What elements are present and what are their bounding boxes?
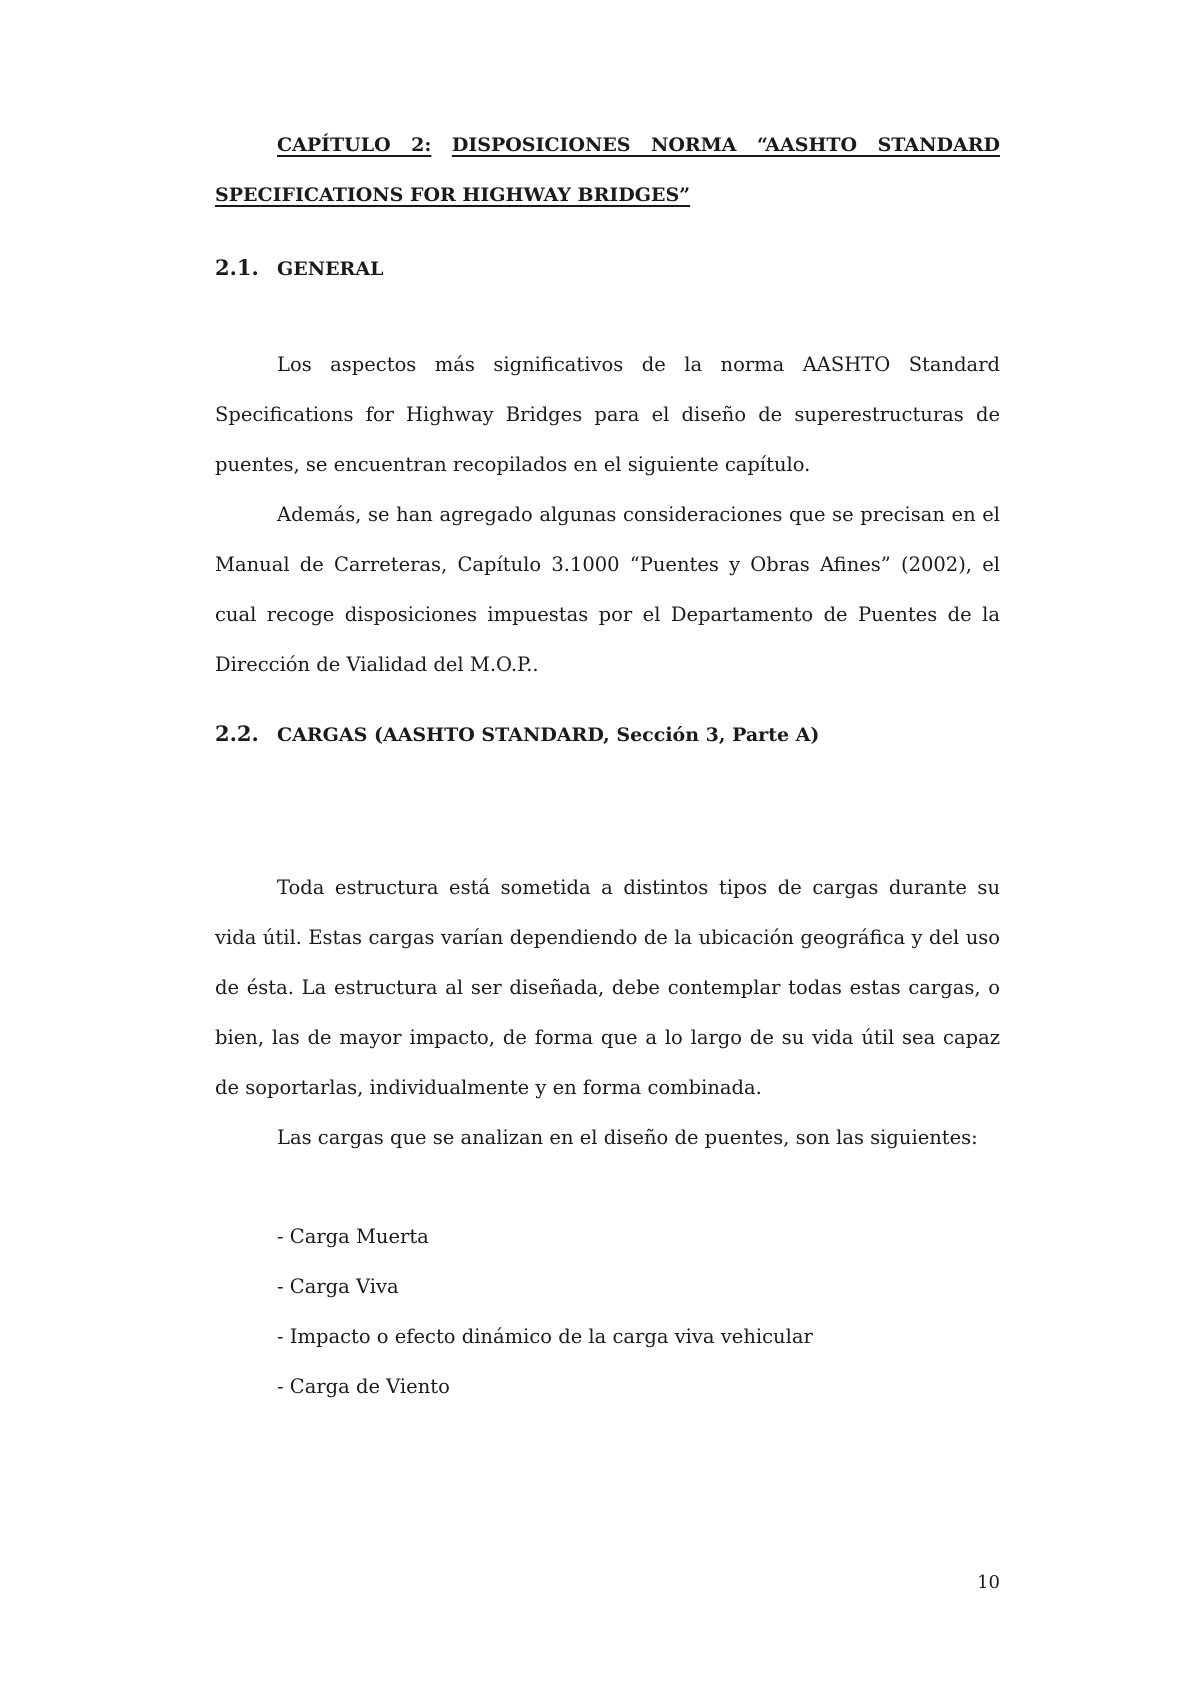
section-number: 2.1. [215,255,259,280]
list-item: - Carga de Viento [277,1375,450,1398]
chapter-title-line-1 [215,120,1000,170]
section-heading-general [215,256,383,281]
paragraph: Las cargas que se analizan en el diseño de puentes, son las siguientes: [277,1126,978,1149]
list-item: - Carga Muerta [277,1225,429,1248]
section-cargas-body [215,863,1000,1163]
paragraph: Además, se han agregado algunas consideraciones que se precisan en el Manual de Carreteras, Capítulo 3.1000 “Puentes y Obras Afines” (2002), el cual recoge disposiciones impuestas por el Departamento de Puentes de la Dirección de Vialidad del M.O.P.. [215,503,1000,676]
section-title: CARGAS (AASHTO STANDARD, Sección 3, Parte A) [277,724,820,746]
paragraph: Toda estructura está sometida a distintos tipos de cargas durante su vida útil. Estas cargas varían dependiendo de la ubicación geográfica y del uso de ésta. La estructura al ser diseñada, debe contemplar todas estas cargas, o bien, las de mayor impacto, de forma que a lo largo de su vida útil sea capaz de soportarlas, individualmente y en forma combinada. [215,876,1000,1099]
section-number: 2.2. [215,721,259,746]
list-item: - Impacto o efecto dinámico de la carga viva vehicular [277,1325,813,1348]
paragraph: Los aspectos más significativos de la norma AASHTO Standard Specifications for Highway Bridges para el diseño de superestructuras de puentes, se encuentran recopilados en el siguiente capítulo. [215,353,1000,476]
section-title: GENERAL [277,258,384,280]
load-list [277,1212,813,1412]
section-general-body [215,340,1000,690]
page-number: 10 [977,1572,1000,1593]
chapter-title-text-2: SPECIFICATIONS FOR HIGHWAY BRIDGES” [215,184,691,206]
chapter-title [215,120,1000,220]
section-heading-cargas [215,722,819,747]
chapter-label: CAPÍTULO 2: [277,134,432,156]
chapter-title-text-1: DISPOSICIONES NORMA “AASHTO STANDARD [451,134,1000,156]
list-item: - Carga Viva [277,1275,399,1298]
